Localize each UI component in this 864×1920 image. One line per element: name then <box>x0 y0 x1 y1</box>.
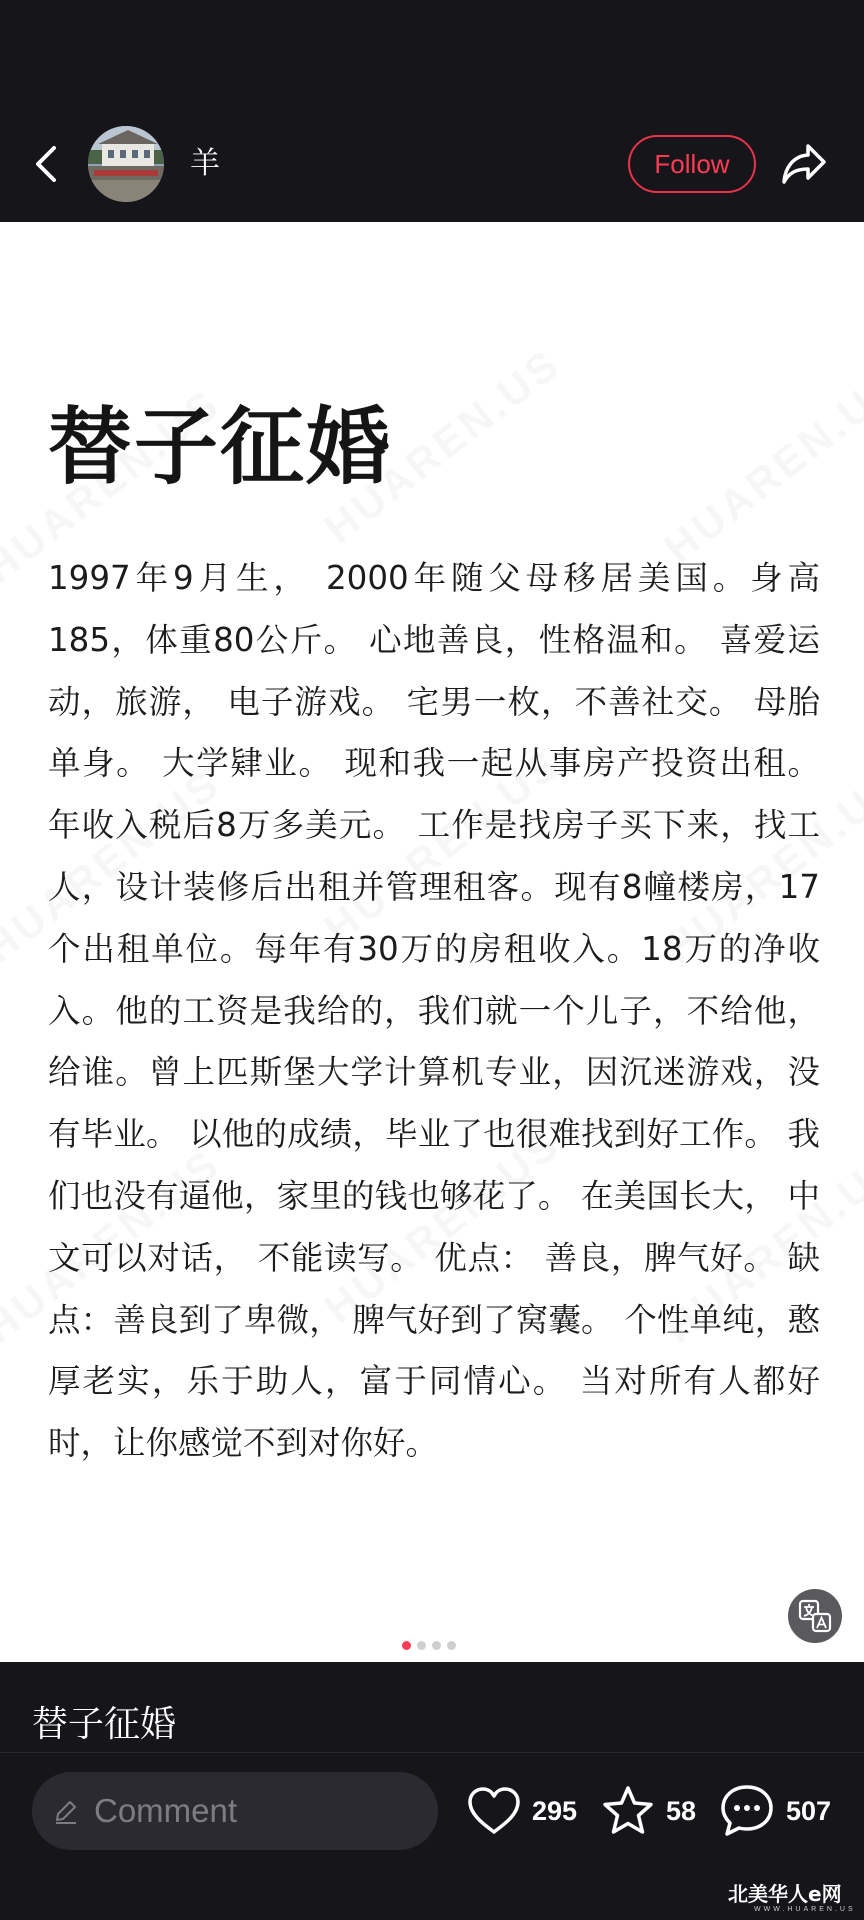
pencil-icon <box>52 1797 80 1825</box>
page-dot-active[interactable] <box>402 1641 411 1650</box>
username[interactable]: 羊 <box>190 146 220 181</box>
avatar-photo <box>88 126 164 202</box>
comments-button[interactable] <box>718 1780 831 1842</box>
page-dot[interactable] <box>447 1641 456 1650</box>
like-count: 295 <box>532 1795 578 1826</box>
favorite-button[interactable] <box>600 1780 696 1842</box>
share-arrow-icon <box>780 142 828 186</box>
heart-icon <box>466 1786 522 1836</box>
translate-button[interactable] <box>788 1589 842 1643</box>
chevron-left-icon <box>34 144 58 184</box>
comment-count: 507 <box>786 1795 832 1826</box>
post-caption: 替子征婚 <box>32 1704 177 1745</box>
page-indicator <box>402 1641 456 1650</box>
site-logo: 北美华人e网 <box>728 1882 842 1906</box>
comment-input[interactable] <box>32 1772 438 1850</box>
watermark-text <box>656 359 864 573</box>
page-dot[interactable] <box>432 1641 441 1650</box>
page-dot[interactable] <box>417 1641 426 1650</box>
avatar[interactable] <box>88 126 164 202</box>
top-bar <box>0 0 864 222</box>
back-button[interactable] <box>26 140 66 188</box>
translate-icon <box>798 1599 832 1633</box>
chat-bubble-icon <box>718 1783 776 1839</box>
favorite-count: 58 <box>666 1795 697 1826</box>
share-button[interactable] <box>776 138 832 190</box>
star-icon <box>600 1784 656 1838</box>
post-body: 1997年9月生， 2000年随父母移居美国。身高185，体重80公斤。 心地善良，性格温和。 喜爱运动，旅游， 电子游戏。 宅男一枚，不善社交。 母胎单身。 大学肄业。 现和我一起从事房产投资出租。 年收入税后8万多美元。 工作是找房子买下来，找工人，设计装修后出租并管理租客。现有8幢楼房，17个出租单位。每年有30万的房租收入。18万的净收入。他的工资是我给的，我们就一个儿子，不给他，给谁。曾上匹斯堡大学计算机专业，因沉迷游戏，没有毕业。 以他的成绩，毕业了也很难找到好工作。 我们也没有逼他，家里的钱也够花了。 在美国长大， 中文可以对话， 不能读写。 优点： 善良，脾气好。 缺点：善良到了卑微， 脾气好到了窝囊。 个性单纯，憨厚老实，乐于助人，富于同情心。 当对所有人都好时，让你感觉不到对你好。 <box>48 559 820 1463</box>
like-button[interactable] <box>466 1780 577 1842</box>
follow-button[interactable]: Follow <box>628 135 756 193</box>
divider <box>0 1752 864 1753</box>
site-url: WWW.HUAREN.US <box>754 1906 856 1913</box>
post-image-card[interactable] <box>0 222 864 1662</box>
post-title: 替子征婚 <box>48 398 393 496</box>
comment-placeholder: Comment <box>94 1792 238 1829</box>
